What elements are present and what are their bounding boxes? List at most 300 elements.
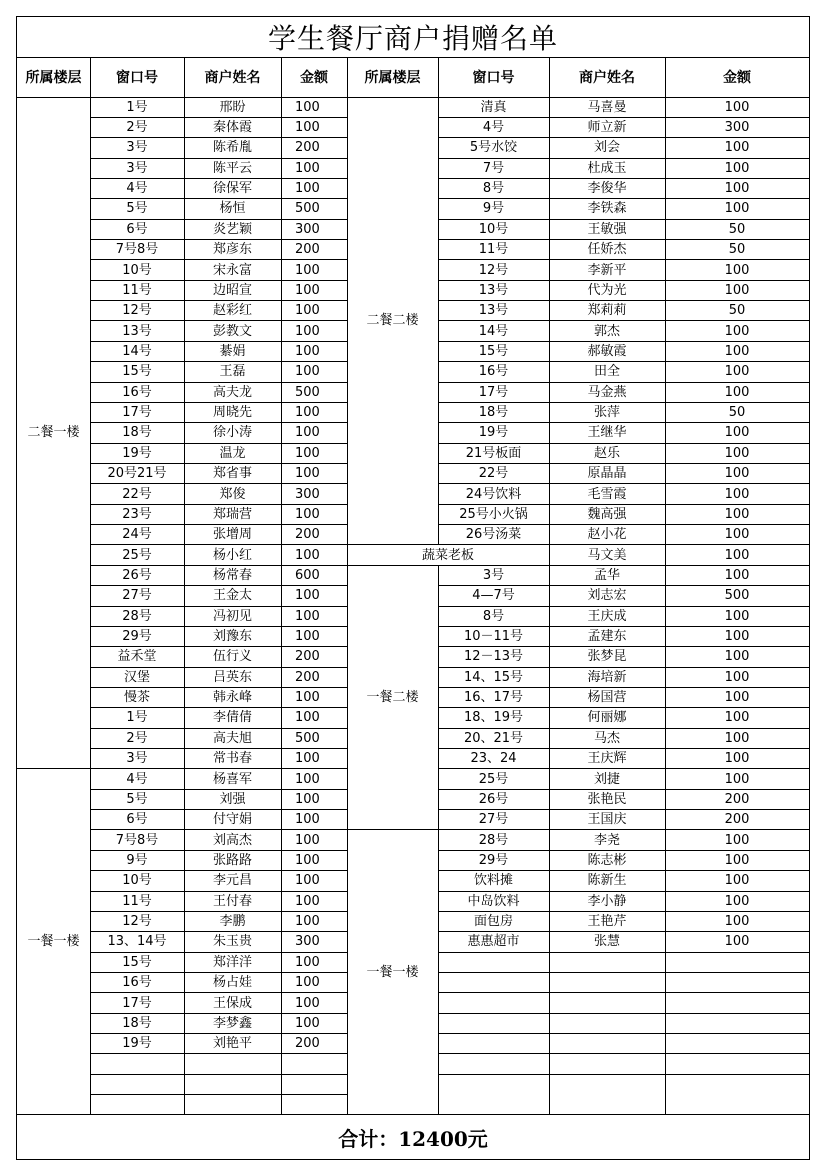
amount [665, 1054, 809, 1074]
amount: 100 [295, 466, 320, 482]
merchant-name: 周晓先 [212, 405, 252, 421]
grid-line [438, 707, 809, 708]
grid-line [90, 911, 347, 912]
amount: 500 [295, 201, 320, 217]
merchant-name: 张路路 [212, 852, 252, 868]
column-header: 商户姓名 [579, 69, 635, 86]
window-number: 18号 [122, 425, 152, 441]
grid-line [90, 198, 347, 199]
window-number: 6号 [126, 221, 148, 237]
grid-line [438, 58, 439, 545]
window-number: 13、14号 [107, 934, 167, 950]
merchant-name: 李小静 [587, 893, 627, 909]
window-number: 14、15号 [463, 669, 524, 685]
window-number: 11号 [122, 282, 152, 298]
window-number: 17号 [122, 995, 152, 1011]
floor-label: 二餐一楼 [27, 425, 80, 441]
grid-line [90, 239, 347, 240]
window-number: 25号小火锅 [459, 506, 528, 522]
merchant-name: 师立新 [587, 120, 627, 136]
grid-line [17, 768, 90, 769]
window-number: 22号 [122, 486, 152, 502]
grid-line [438, 259, 809, 260]
floor-label: 一餐二楼 [366, 690, 419, 706]
grid-line [90, 952, 347, 953]
grid-line [438, 239, 809, 240]
amount: 100 [724, 771, 750, 787]
amount: 500 [724, 588, 750, 604]
amount: 100 [724, 690, 750, 706]
grid-line [438, 728, 809, 729]
window-number: 10－11号 [463, 629, 524, 645]
window-number: 5号 [126, 201, 148, 217]
grid-line [90, 443, 347, 444]
window-number: 4—7号 [472, 588, 515, 604]
window-number: 28号 [122, 608, 152, 624]
merchant-name: 李尧 [593, 832, 620, 848]
window-number: 20号21号 [107, 466, 167, 482]
amount: 100 [724, 99, 750, 115]
grid-line [438, 1074, 809, 1075]
window-number: 10号 [478, 221, 509, 237]
window-number: 8号 [482, 181, 505, 197]
window-number: 24号 [122, 527, 152, 543]
grid-line [90, 667, 347, 668]
amount: 100 [724, 445, 750, 461]
grid-line [90, 422, 347, 423]
amount: 100 [724, 893, 750, 909]
floor-label: 一餐一楼 [366, 964, 419, 980]
grid-line [90, 58, 91, 1115]
grid-line [90, 931, 347, 932]
merchant-name: 边昭宣 [212, 282, 252, 298]
merchant-name: 韩永峰 [212, 690, 252, 706]
merchant-name: 吕英东 [212, 669, 252, 685]
grid-line [438, 626, 809, 627]
merchant-name: 张增周 [212, 527, 252, 543]
window-number: 13号 [478, 282, 509, 298]
merchant-name [549, 1074, 665, 1094]
merchant-name: 杨喜军 [212, 771, 252, 787]
merchant-name: 孟建东 [587, 629, 627, 645]
window-number: 27号 [122, 588, 152, 604]
grid-line [438, 280, 809, 281]
grid-line [90, 728, 347, 729]
grid-line [90, 707, 347, 708]
merchant-name: 任娇杰 [587, 242, 627, 258]
grid-line [438, 402, 809, 403]
amount: 100 [724, 832, 750, 848]
amount: 100 [295, 445, 320, 461]
merchant-name: 郭杰 [593, 323, 620, 339]
window-number: 2号 [126, 730, 148, 746]
grid-line [438, 687, 809, 688]
merchant-name: 海培新 [587, 669, 627, 685]
window-number: 饮料摊 [473, 873, 513, 889]
grid-line [90, 178, 347, 179]
grid-line [90, 748, 347, 749]
window-number: 17号 [478, 384, 509, 400]
amount: 100 [724, 547, 750, 563]
merchant-name: 马文美 [587, 547, 627, 563]
merchant-name: 代为光 [587, 282, 627, 298]
grid-line [438, 300, 809, 301]
window-number: 16号 [478, 364, 509, 380]
grid-line [90, 544, 347, 545]
grid-line [90, 382, 347, 383]
amount: 100 [295, 852, 320, 868]
amount: 200 [295, 527, 320, 543]
window-number: 21号板面 [465, 445, 522, 461]
window-number: 4号 [482, 120, 505, 136]
window-number: 11号 [122, 893, 152, 909]
grid-line [90, 768, 347, 769]
amount: 50 [728, 303, 746, 319]
grid-line [438, 198, 809, 199]
amount: 100 [724, 852, 750, 868]
window-number: 25号 [478, 771, 509, 787]
amount: 100 [295, 629, 320, 645]
amount: 100 [295, 690, 320, 706]
amount: 100 [295, 120, 320, 136]
window-number: 16、17号 [463, 690, 524, 706]
grid-line [90, 341, 347, 342]
window-number: 15号 [122, 364, 152, 380]
grid-line [347, 58, 348, 1115]
amount: 100 [295, 975, 320, 991]
amount: 100 [295, 914, 320, 930]
grid-line [438, 341, 809, 342]
merchant-name: 刘艳平 [212, 1036, 252, 1052]
total-row: 合计：12400元 [17, 1114, 809, 1159]
grid-line [347, 544, 438, 545]
merchant-name: 秦体霞 [212, 120, 252, 136]
amount: 100 [724, 710, 750, 726]
grid-line [347, 829, 438, 830]
window-number: 中岛饮料 [467, 893, 520, 909]
merchant-name: 冯初见 [212, 608, 252, 624]
amount: 100 [724, 629, 750, 645]
amount: 100 [295, 751, 320, 767]
window-number: 13号 [122, 323, 152, 339]
merchant-name: 王艳芹 [587, 914, 627, 930]
merchant-name: 徐小涛 [212, 425, 252, 441]
grid-line [438, 565, 809, 566]
amount: 200 [295, 140, 320, 156]
window-number: 26号汤菜 [465, 527, 522, 543]
grid-line [90, 626, 347, 627]
donation-sheet [16, 16, 810, 1160]
amount: 100 [295, 262, 320, 278]
merchant-name [549, 1013, 665, 1033]
grid-line [438, 137, 809, 138]
amount: 200 [724, 812, 750, 828]
grid-line [90, 300, 347, 301]
amount: 100 [295, 893, 320, 909]
amount: 200 [295, 649, 320, 665]
grid-line [438, 1033, 809, 1034]
window-number: 29号 [122, 629, 152, 645]
window-number: 23、24 [470, 751, 517, 767]
merchant-name: 温龙 [219, 445, 246, 461]
window-number: 27号 [478, 812, 509, 828]
grid-line [90, 565, 347, 566]
grid-line [438, 524, 809, 525]
grid-line [438, 911, 809, 912]
grid-line [549, 58, 550, 1115]
window-number: 7号8号 [115, 242, 159, 258]
merchant-name: 宋永富 [212, 262, 252, 278]
amount [665, 1034, 809, 1054]
amount: 50 [728, 242, 746, 258]
grid-line [90, 1094, 347, 1095]
merchant-name: 王磊 [219, 364, 246, 380]
amount: 100 [724, 914, 750, 930]
merchant-name: 王国庆 [587, 812, 627, 828]
amount: 100 [295, 873, 320, 889]
grid-line [438, 504, 809, 505]
amount: 100 [295, 303, 320, 319]
amount: 100 [724, 201, 750, 217]
window-number: 10号 [122, 262, 152, 278]
amount: 100 [724, 384, 750, 400]
grid-line [438, 158, 809, 159]
floor-label: 二餐二楼 [366, 313, 419, 329]
window-number: 14号 [478, 323, 509, 339]
column-header: 窗口号 [472, 69, 515, 86]
window-number: 9号 [126, 852, 148, 868]
merchant-name: 张萍 [593, 405, 620, 421]
merchant-name: 马金燕 [587, 384, 627, 400]
merchant-name: 邢盼 [219, 99, 246, 115]
grid-line [438, 443, 809, 444]
grid-line [184, 58, 185, 1115]
merchant-name: 刘志宏 [587, 588, 627, 604]
column-header: 窗口号 [116, 69, 158, 86]
amount: 100 [724, 751, 750, 767]
merchant-name: 高夫龙 [212, 384, 252, 400]
floor-label: 蔬菜老板 [421, 547, 474, 563]
window-number: 28号 [478, 832, 509, 848]
grid-line [90, 870, 347, 871]
grid-line [438, 850, 809, 851]
window-number: 7号 [482, 160, 505, 176]
amount [665, 993, 809, 1013]
window-number [438, 1074, 549, 1094]
donation-table [17, 58, 809, 1115]
amount: 100 [724, 343, 750, 359]
window-number: 9号 [482, 201, 505, 217]
amount: 100 [724, 140, 750, 156]
grid-line [438, 1013, 809, 1014]
merchant-name [549, 972, 665, 992]
column-header: 所属楼层 [25, 69, 82, 86]
merchant-name: 杨小红 [212, 547, 252, 563]
window-number: 10号 [122, 873, 152, 889]
window-number [438, 1054, 549, 1074]
grid-line [438, 952, 809, 953]
window-number: 19号 [478, 425, 509, 441]
merchant-name: 付守娟 [212, 812, 252, 828]
amount: 100 [724, 934, 750, 950]
merchant-name [549, 1034, 665, 1054]
amount: 100 [724, 364, 750, 380]
grid-line [438, 789, 809, 790]
amount: 100 [295, 547, 320, 563]
window-number: 8号 [482, 608, 505, 624]
merchant-name: 马喜曼 [587, 99, 627, 115]
merchant-name: 王庆成 [587, 608, 627, 624]
window-number: 5号 [126, 791, 148, 807]
merchant-name: 李梦鑫 [212, 1015, 252, 1031]
amount: 50 [728, 221, 746, 237]
window-number: 18号 [122, 1015, 152, 1031]
grid-line [90, 1013, 347, 1014]
merchant-name: 李铁森 [587, 201, 627, 217]
merchant-name: 张慧 [593, 934, 620, 950]
amount: 200 [295, 669, 320, 685]
merchant-name: 朱玉贵 [212, 934, 252, 950]
grid-line [90, 504, 347, 505]
grid-line [438, 382, 809, 383]
amount [665, 952, 809, 972]
grid-line [438, 829, 809, 830]
amount: 100 [724, 873, 750, 889]
window-number: 16号 [122, 384, 152, 400]
window-number: 26号 [478, 791, 509, 807]
merchant-name: 李鹏 [219, 914, 246, 930]
grid-line [438, 320, 809, 321]
grid-line [438, 422, 809, 423]
amount: 100 [295, 1015, 320, 1031]
amount: 100 [295, 343, 320, 359]
window-number: 12号 [122, 303, 152, 319]
amount: 300 [295, 221, 320, 237]
merchant-name: 郑洋洋 [212, 954, 252, 970]
grid-line [90, 280, 347, 281]
window-number: 6号 [126, 812, 148, 828]
amount: 100 [724, 282, 750, 298]
window-number: 3号 [126, 160, 148, 176]
amount: 50 [728, 405, 746, 421]
grid-line [438, 891, 809, 892]
merchant-name: 王庆辉 [587, 751, 627, 767]
grid-line [438, 463, 809, 464]
amount: 100 [724, 649, 750, 665]
window-number: 12号 [122, 914, 152, 930]
merchant-name: 綦娟 [219, 343, 246, 359]
merchant-name: 何丽娜 [587, 710, 627, 726]
merchant-name: 张梦昆 [587, 649, 627, 665]
merchant-name: 毛雪霞 [587, 486, 627, 502]
window-number: 15号 [122, 954, 152, 970]
grid-line [90, 1053, 347, 1054]
merchant-name: 孟华 [593, 567, 620, 583]
grid-line [90, 1033, 347, 1034]
grid-line [438, 992, 809, 993]
amount: 100 [295, 425, 320, 441]
grid-line [90, 585, 347, 586]
window-number: 2号 [126, 120, 148, 136]
window-number: 20、21号 [463, 730, 524, 746]
grid-line [665, 58, 666, 1115]
grid-line [90, 1074, 347, 1075]
window-number [438, 993, 549, 1013]
window-number: 17号 [122, 405, 152, 421]
grid-line [438, 361, 809, 362]
grid-line [90, 219, 347, 220]
window-number: 23号 [122, 506, 152, 522]
merchant-name: 杨常春 [212, 567, 252, 583]
merchant-name: 常书春 [212, 751, 252, 767]
grid-line [438, 870, 809, 871]
merchant-name: 李倩倩 [212, 710, 252, 726]
grid-line [90, 137, 347, 138]
merchant-name: 郑省事 [212, 466, 252, 482]
window-number: 11号 [478, 242, 509, 258]
grid-line [438, 219, 809, 220]
merchant-name: 赵乐 [593, 445, 620, 461]
grid-line [90, 117, 347, 118]
window-number: 24号饮料 [465, 486, 522, 502]
grid-line [90, 992, 347, 993]
window-number: 15号 [478, 343, 509, 359]
amount: 600 [295, 567, 320, 583]
merchant-name: 郝敏霞 [587, 343, 627, 359]
window-number: 12－13号 [463, 649, 524, 665]
window-number: 19号 [122, 445, 152, 461]
merchant-name: 王保成 [212, 995, 252, 1011]
window-number [438, 952, 549, 972]
merchant-name: 郑彦东 [212, 242, 252, 258]
amount: 100 [295, 832, 320, 848]
amount [665, 1074, 809, 1094]
merchant-name: 王继华 [587, 425, 627, 441]
amount: 100 [724, 181, 750, 197]
grid-line [90, 361, 347, 362]
grid-line [438, 117, 809, 118]
window-number: 22号 [478, 466, 509, 482]
amount: 100 [295, 710, 320, 726]
amount: 100 [295, 588, 320, 604]
window-number: 13号 [478, 303, 509, 319]
merchant-name: 刘豫东 [212, 629, 252, 645]
amount: 100 [295, 282, 320, 298]
merchant-name: 陈平云 [212, 160, 252, 176]
amount: 300 [295, 486, 320, 502]
window-number: 3号 [126, 751, 148, 767]
merchant-name: 高夫旭 [212, 730, 252, 746]
amount [665, 972, 809, 992]
amount: 100 [295, 791, 320, 807]
amount: 100 [295, 181, 320, 197]
merchant-name: 杨恒 [219, 201, 246, 217]
window-number: 19号 [122, 1036, 152, 1052]
amount: 500 [295, 730, 320, 746]
merchant-name: 郑俊 [219, 486, 246, 502]
merchant-name: 陈新生 [587, 873, 627, 889]
grid-line [90, 483, 347, 484]
grid-line [90, 891, 347, 892]
merchant-name: 刘高杰 [212, 832, 252, 848]
amount: 200 [295, 1036, 320, 1052]
window-number: 汉堡 [123, 669, 150, 685]
grid-line [90, 259, 347, 260]
amount: 100 [724, 486, 750, 502]
merchant-name: 王金太 [212, 588, 252, 604]
amount: 100 [295, 954, 320, 970]
grid-line [90, 789, 347, 790]
